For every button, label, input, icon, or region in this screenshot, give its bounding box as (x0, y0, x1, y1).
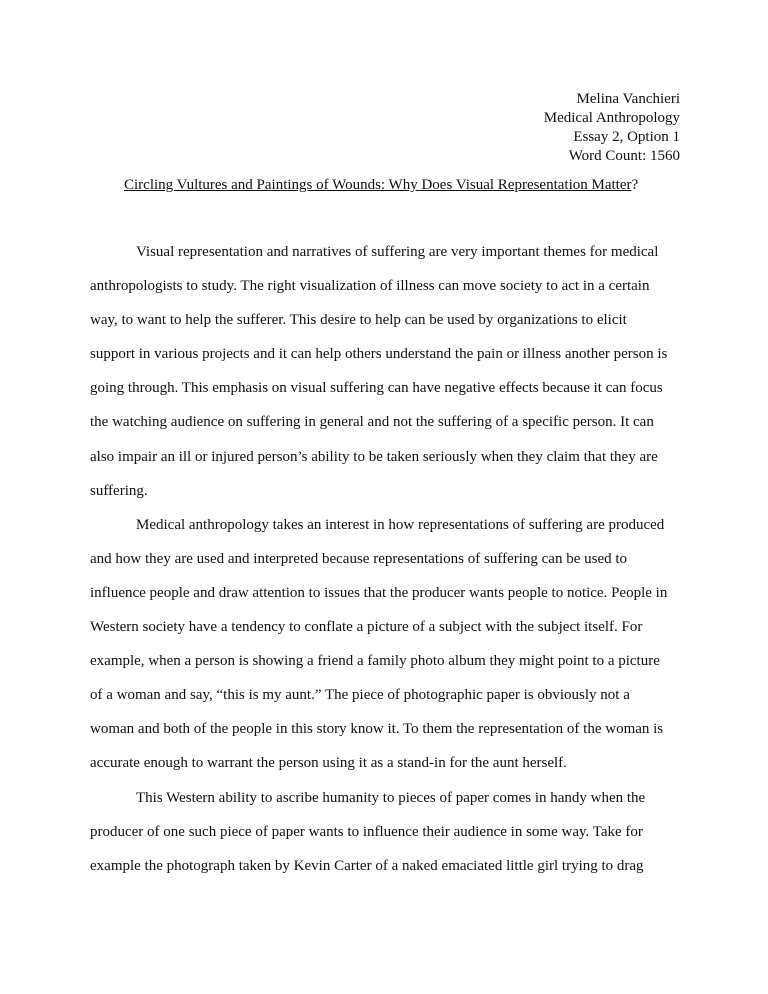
body-line: support in various projects and it can help others understand the pain or illness another person is (90, 346, 668, 363)
body-line: woman and both of the people in this story know it. To them the representation of the woman is (90, 721, 664, 738)
course-name: Medical Anthropology (543, 110, 680, 126)
body-line: also impair an ill or injured person’s ability to be taken seriously when they claim that they are (90, 448, 658, 465)
body-line: producer of one such piece of paper wants to influence their audience in some way. Take for (90, 823, 643, 840)
body-line: Western society have a tendency to conflate a picture of a subject with the subject itself. For (90, 619, 643, 636)
essay-title-end: ? (631, 177, 639, 193)
essay-header (544, 90, 680, 166)
essay-title-text: Circling Vultures and Paintings of Wounds: Why Does Visual Representation Matter (124, 177, 632, 193)
author-name: Melina Vanchieri (576, 91, 680, 107)
body-line: influence people and draw attention to issues that the producer wants people to notice. People in (90, 584, 668, 601)
body-line: accurate enough to warrant the person using it as a stand-in for the aunt herself. (90, 755, 567, 772)
body-line: suffering. (90, 482, 148, 499)
body-line: example, when a person is showing a friend a family photo album they might point to a picture (90, 653, 660, 670)
essay-title (124, 176, 638, 195)
body-line: and how they are used and interpreted because representations of suffering can be used to (90, 550, 628, 567)
body-line: example the photograph taken by Kevin Carter of a naked emaciated little girl trying to drag (90, 857, 644, 874)
body-line: Medical anthropology takes an interest in how representations of suffering are produced (136, 516, 665, 533)
body-line: Visual representation and narratives of suffering are very important themes for medical (136, 244, 659, 260)
word-count: Word Count: 1560 (568, 148, 680, 164)
body-line: going through. This emphasis on visual suffering can have negative effects because it can focus (90, 380, 663, 397)
body-line: the watching audience on suffering in general and not the suffering of a specific person. It can (90, 414, 654, 431)
body-line: anthropologists to study. The right visualization of illness can move society to act in a certain (90, 278, 650, 295)
assignment-label: Essay 2, Option 1 (573, 129, 680, 145)
body-line: way, to want to help the sufferer. This desire to help can be used by organizations to elicit (90, 312, 627, 329)
body-line: This Western ability to ascribe humanity to pieces of paper comes in handy when the (136, 789, 646, 806)
body-line: of a woman and say, “this is my aunt.” The piece of photographic paper is obviously not a (90, 687, 630, 704)
essay-body (90, 243, 690, 891)
